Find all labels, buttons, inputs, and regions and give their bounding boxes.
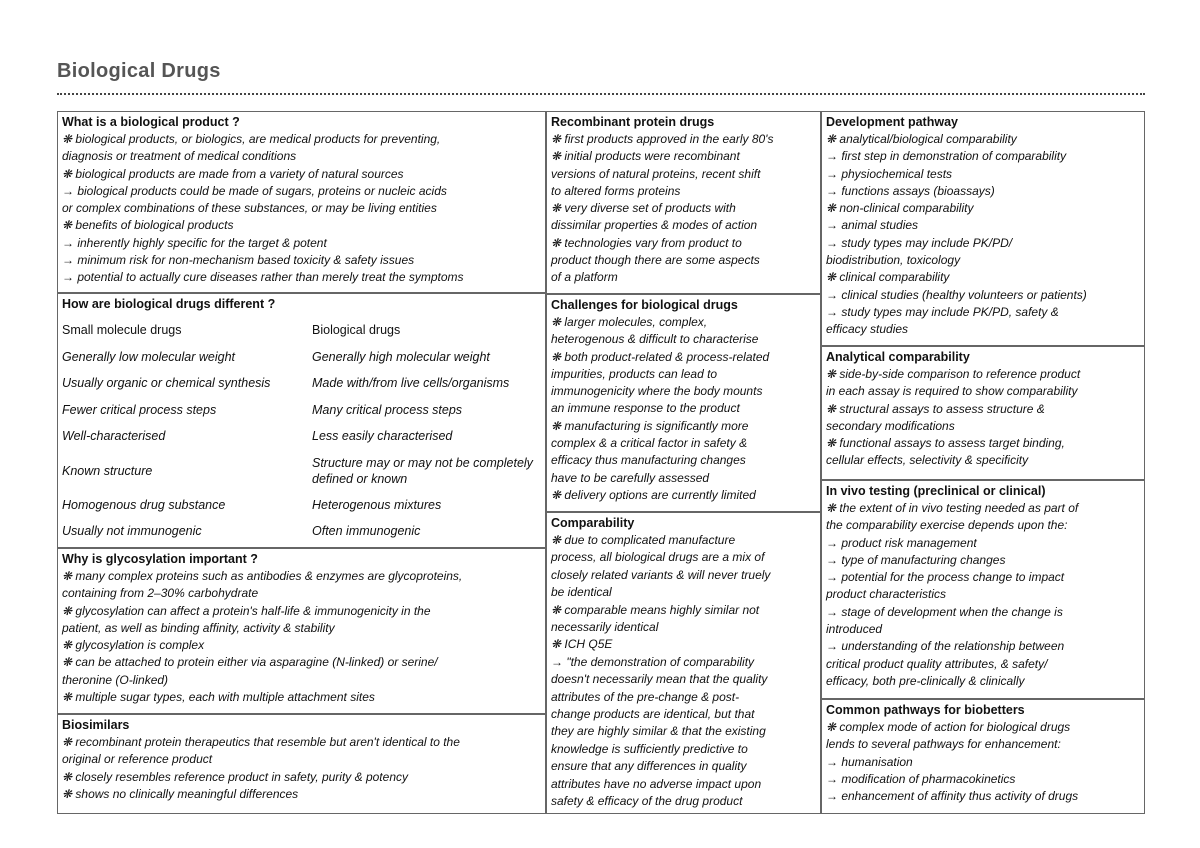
text-line: attributes have no adverse impact upon: [551, 776, 762, 791]
text-line: theronine (O-linked): [62, 672, 169, 687]
table-header-biological: Biological drugs: [312, 323, 401, 338]
text-line: versions of natural proteins, recent shift: [551, 166, 761, 181]
text-line: attributes of the pre-change & post-: [551, 689, 740, 704]
page-title: Biological Drugs: [57, 60, 221, 82]
text-line: product characteristics: [826, 587, 947, 602]
text-line: → animal studies: [826, 218, 919, 233]
text-line: dissimilar properties & modes of action: [551, 218, 758, 233]
text-line: necessarily identical: [551, 620, 659, 635]
text-line: original or reference product: [62, 752, 213, 767]
section-body: [551, 314, 816, 504]
section-glycosylation: [57, 548, 546, 714]
text-line: ❋ functional assays to assess target binding,: [826, 436, 1065, 451]
table-cell-small: Usually not immunogenic: [62, 524, 202, 539]
table-cell-small: Homogenous drug substance: [62, 497, 226, 512]
text-line: → study types may include PK/PD/: [826, 235, 1013, 250]
text-line: ❋ first products approved in the early 80's: [551, 132, 774, 146]
text-line: they are highly similar & that the existing: [551, 724, 766, 739]
section-heading: Challenges for biological drugs: [551, 298, 738, 312]
text-line: in each assay is required to show comparability: [826, 384, 1078, 399]
text-line: → type of manufacturing changes: [826, 552, 1006, 567]
text-line: patient, as well as binding affinity, activity & stability: [62, 620, 335, 635]
table-row: [62, 450, 541, 492]
text-line: change products are identical, but that: [551, 707, 755, 722]
text-line: → potential for the process change to impact: [826, 570, 1065, 585]
text-line: ❋ benefits of biological products: [62, 218, 234, 233]
text-line: introduced: [826, 622, 883, 637]
text-line: ensure that any differences in quality: [551, 759, 747, 774]
section-heading: Analytical comparability: [826, 350, 970, 364]
text-line: → clinical studies (healthy volunteers or patients): [826, 287, 1087, 302]
table-cell-small: Well-characterised: [62, 429, 166, 444]
text-line: of a platform: [551, 270, 618, 285]
text-line: or complex combinations of these substances, or may be living entities: [62, 201, 437, 216]
text-line: ❋ recombinant protein therapeutics that resemble but aren't identical to the: [62, 735, 460, 749]
table-row: [62, 370, 541, 397]
table-cell-small: Usually organic or chemical synthesis: [62, 376, 271, 391]
comparison-table: [62, 317, 541, 545]
section-body: [551, 131, 816, 287]
text-line: biodistribution, toxicology: [826, 253, 961, 268]
text-line: ❋ ICH Q5E: [551, 637, 613, 652]
text-line: → enhancement of affinity thus activity of drugs: [826, 789, 1079, 804]
text-line: → stage of development when the change is: [826, 604, 1063, 619]
section-heading: Common pathways for biobetters: [826, 703, 1025, 717]
text-line: the comparability exercise depends upon the:: [826, 518, 1068, 533]
text-line: be identical: [551, 585, 612, 600]
text-line: ❋ due to complicated manufacture: [551, 533, 736, 547]
text-line: → humanisation: [826, 754, 913, 769]
text-line: ❋ analytical/biological comparability: [826, 132, 1017, 146]
text-line: critical product quality attributes, & safety/: [826, 656, 1048, 671]
section-heading: In vivo testing (preclinical or clinical): [826, 484, 1046, 498]
text-line: heterogenous & difficult to characterise: [551, 332, 759, 347]
text-line: ❋ complex mode of action for biological drugs: [826, 720, 1071, 734]
table-cell-bio: Heterogenous mixtures: [312, 497, 442, 512]
section-analytical-comparability: [821, 346, 1145, 480]
section-recombinant-protein-drugs: [546, 111, 821, 294]
section-heading: Development pathway: [826, 115, 958, 129]
table-cell-bio: Structure may or may not be completely defined or known: [312, 455, 533, 486]
text-line: lends to several pathways for enhancement:: [826, 737, 1061, 752]
section-what-is-biological-product: [57, 111, 546, 293]
section-how-different: [57, 293, 546, 548]
section-development-pathway: [821, 111, 1145, 346]
text-line: ❋ technologies vary from product to: [551, 235, 742, 250]
section-heading: Why is glycosylation important ?: [62, 552, 258, 566]
section-body: [826, 131, 1140, 339]
section-body: [826, 500, 1140, 690]
text-line: → inherently highly specific for the target & potent: [62, 235, 327, 250]
text-line: an immune response to the product: [551, 401, 740, 416]
text-line: safety & efficacy of the drug product: [551, 794, 743, 809]
text-line: → "the demonstration of comparability: [551, 654, 755, 669]
text-line: ❋ many complex proteins such as antibodies & enzymes are glycoproteins,: [62, 569, 463, 583]
section-heading: How are biological drugs different ?: [62, 297, 276, 311]
section-body: [62, 131, 541, 287]
text-line: ❋ glycosylation can affect a protein's half-life & immunogenicity in the: [62, 603, 431, 618]
text-line: → study types may include PK/PD, safety &: [826, 304, 1059, 319]
text-line: ❋ can be attached to protein either via asparagine (N-linked) or serine/: [62, 655, 438, 670]
title-divider: [57, 93, 1145, 95]
text-line: closely related variants & will never truely: [551, 567, 771, 582]
table-cell-small: Generally low molecular weight: [62, 349, 235, 364]
text-line: doesn't necessarily mean that the quality: [551, 672, 768, 687]
table-row: [62, 492, 541, 519]
text-line: ❋ glycosylation is complex: [62, 638, 205, 653]
text-line: ❋ very diverse set of products with: [551, 201, 736, 216]
text-line: → functions assays (bioassays): [826, 183, 995, 198]
table-cell-bio: Generally high molecular weight: [312, 349, 490, 364]
text-line: → modification of pharmacokinetics: [826, 771, 1016, 786]
text-line: have to be carefully assessed: [551, 470, 710, 485]
table-cell-bio: Made with/from live cells/organisms: [312, 376, 510, 391]
text-line: ❋ comparable means highly similar not: [551, 602, 760, 617]
text-line: immunogenicity where the body mounts: [551, 384, 763, 399]
section-in-vivo-testing: [821, 480, 1145, 699]
text-line: knowledge is sufficiently predictive to: [551, 741, 748, 756]
text-line: ❋ delivery options are currently limited: [551, 487, 756, 502]
table-row: [62, 344, 541, 371]
table-row: [62, 518, 541, 545]
table-header-small-molecule: Small molecule drugs: [62, 323, 182, 338]
text-line: → potential to actually cure diseases rather than merely treat the symptoms: [62, 270, 464, 285]
section-heading: Biosimilars: [62, 718, 130, 732]
text-line: → minimum risk for non-mechanism based toxicity & safety issues: [62, 253, 415, 268]
text-line: → physiochemical tests: [826, 166, 953, 181]
section-comparability: [546, 512, 821, 814]
table-header-row: [62, 317, 541, 344]
section-heading: What is a biological product ?: [62, 115, 240, 129]
text-line: efficacy thus manufacturing changes: [551, 453, 746, 468]
text-line: to altered forms proteins: [551, 183, 681, 198]
text-line: secondary modifications: [826, 418, 955, 433]
section-body: [62, 568, 541, 706]
text-line: efficacy, both pre-clinically & clinically: [826, 673, 1025, 688]
section-heading: Comparability: [551, 516, 635, 530]
section-biosimilars: [57, 714, 546, 814]
text-line: containing from 2–30% carbohydrate: [62, 586, 259, 601]
section-body: [826, 719, 1140, 805]
table-cell-bio: Many critical process steps: [312, 402, 463, 417]
table-cell-bio: Less easily characterised: [312, 429, 453, 444]
table-row: [62, 423, 541, 450]
text-line: ❋ manufacturing is significantly more: [551, 418, 749, 433]
section-body: [62, 734, 541, 803]
text-line: → understanding of the relationship between: [826, 639, 1065, 654]
text-line: ❋ biological products are made from a variety of natural sources: [62, 166, 404, 181]
text-line: diagnosis or treatment of medical conditions: [62, 149, 297, 164]
table-row: [62, 397, 541, 424]
table-cell-small: Known structure: [62, 463, 153, 478]
text-line: ❋ the extent of in vivo testing needed as part of: [826, 501, 1079, 515]
text-line: product though there are some aspects: [551, 253, 760, 268]
text-line: ❋ clinical comparability: [826, 270, 950, 285]
text-line: → product risk management: [826, 535, 977, 550]
text-line: ❋ multiple sugar types, each with multiple attachment sites: [62, 690, 375, 705]
text-line: complex & a critical factor in safety &: [551, 436, 748, 451]
text-line: ❋ both product-related & process-related: [551, 349, 770, 364]
section-biobetters: [821, 699, 1145, 814]
section-challenges: [546, 294, 821, 512]
text-line: impurities, products can lead to: [551, 366, 718, 381]
text-line: ❋ non-clinical comparability: [826, 201, 974, 216]
text-line: ❋ closely resembles reference product in safety, purity & potency: [62, 769, 408, 784]
text-line: → first step in demonstration of comparability: [826, 149, 1067, 164]
text-line: ❋ structural assays to assess structure &: [826, 401, 1045, 416]
text-line: → biological products could be made of sugars, proteins or nucleic acids: [62, 183, 447, 198]
text-line: cellular effects, selectivity & specificity: [826, 453, 1029, 468]
text-line: ❋ biological products, or biologics, are medical products for preventing,: [62, 132, 441, 146]
text-line: ❋ initial products were recombinant: [551, 149, 740, 164]
text-line: efficacy studies: [826, 322, 909, 337]
text-line: ❋ shows no clinically meaningful differences: [62, 786, 299, 801]
text-line: ❋ larger molecules, complex,: [551, 315, 708, 329]
section-body: [826, 366, 1140, 470]
text-line: ❋ side-by-side comparison to reference product: [826, 367, 1081, 381]
table-cell-bio: Often immunogenic: [312, 524, 421, 539]
text-line: process, all biological drugs are a mix of: [551, 550, 765, 565]
table-cell-small: Fewer critical process steps: [62, 402, 217, 417]
section-heading: Recombinant protein drugs: [551, 115, 715, 129]
section-body: [551, 532, 816, 811]
